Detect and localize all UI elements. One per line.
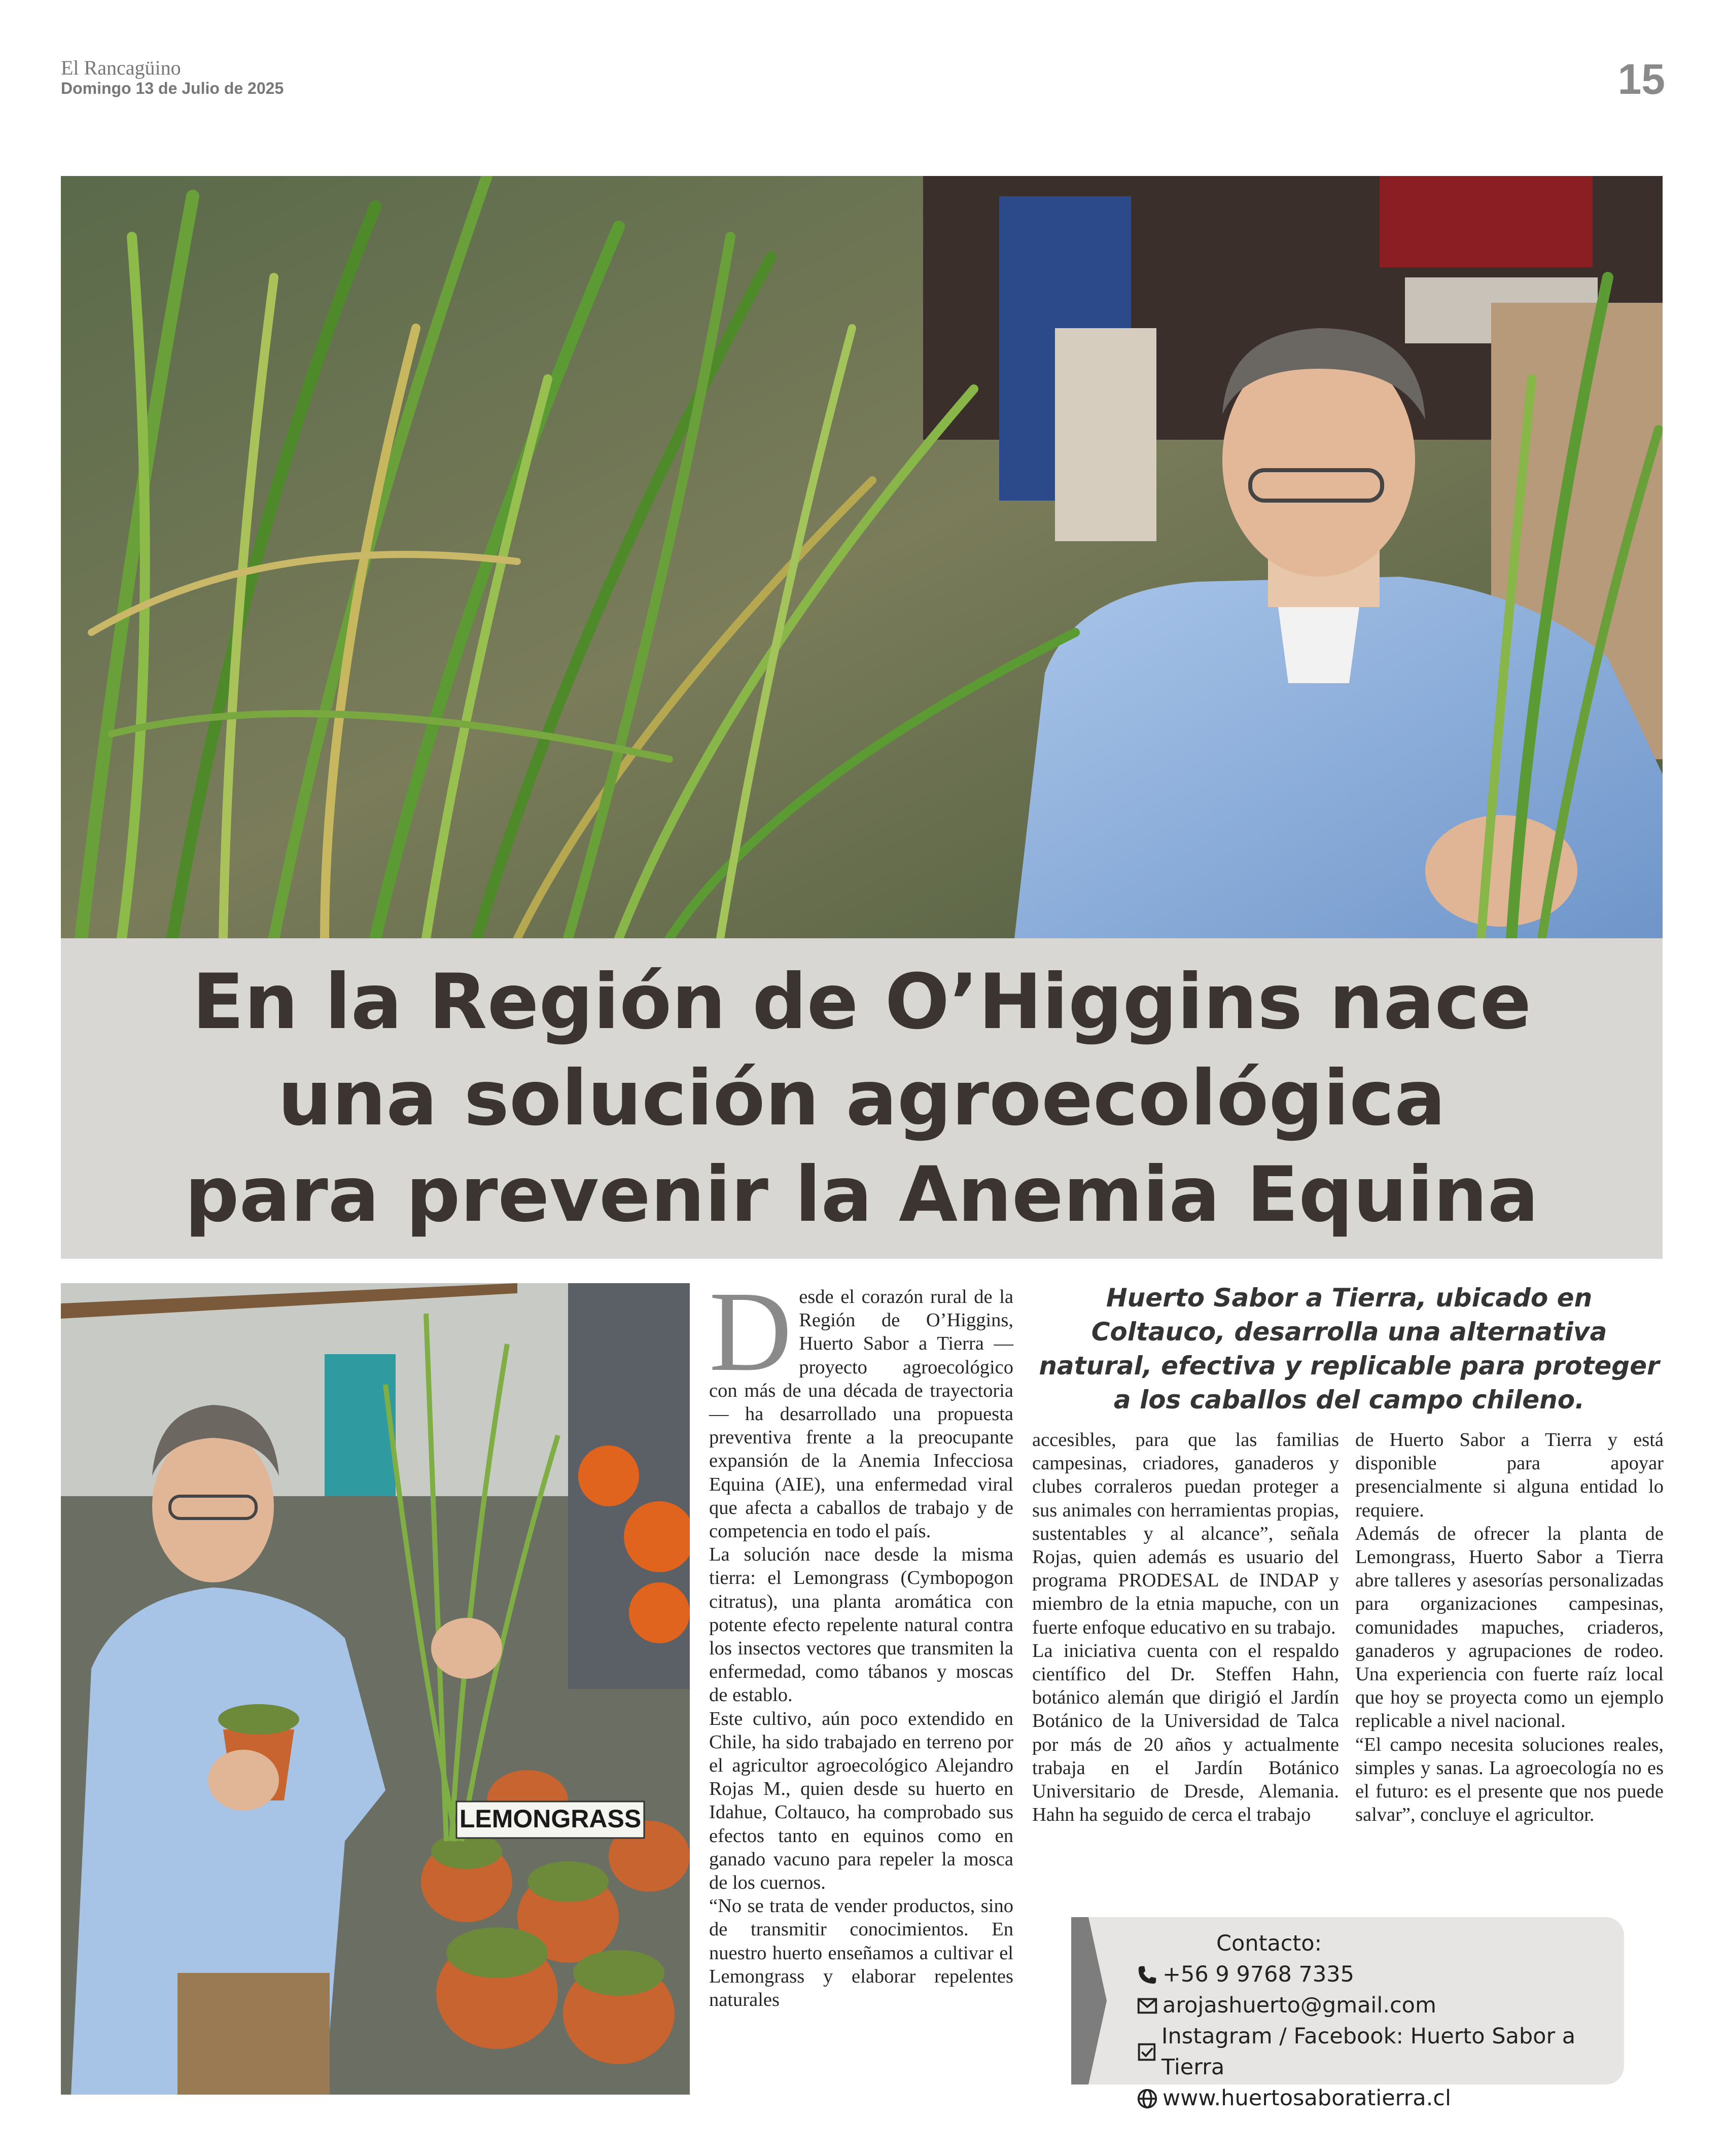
paragraph: “El campo necesita soluciones reales, simples y sanas. La agroecología no es el futuro: es el presente que nos puede salvar”, concluye el agricultor. xyxy=(1355,1734,1664,1826)
contact-email[interactable] xyxy=(1135,1990,1624,2021)
deck-subheadline: Huerto Sabor a Tierra, ubicado en Coltauco, desarrolla una alternativa natural, efectiva y replicable para proteger a los caballos del campo chileno. xyxy=(1039,1283,1660,1415)
headline: En la Región de O’Higgins nace una solución agroecológica para prevenir la Anemia Equina xyxy=(185,958,1539,1239)
email-address: arojashuerto@gmail.com xyxy=(1163,1993,1436,2018)
contact-website[interactable] xyxy=(1135,2083,1624,2114)
newspaper-name: El Rancagüino xyxy=(61,56,181,79)
arrow-icon xyxy=(1071,1917,1107,2084)
contact-box xyxy=(1071,1917,1624,2111)
paragraph: de Huerto Sabor a Tierra y está disponible para apoyar presencialmente si alguna entidad lo requiere. xyxy=(1355,1429,1664,1521)
paragraph: La solución nace desde la misma tierra: el Lemongrass (Cymbopogon citratus), una planta aromática con potente efecto repelente natural contra los insectos vectores que transmiten la enfermedad, como tábanos y moscas de establo. xyxy=(709,1544,1013,1706)
article-column-1 xyxy=(709,1268,1013,2011)
paragraph: “No se trata de vender productos, sino de transmitir conocimientos. En nuestro huerto enseñamos a cultivar el Lemongrass y elaborar repelentes naturales xyxy=(709,1895,1013,2011)
contact-list xyxy=(1135,1928,1624,2114)
contact-social[interactable] xyxy=(1135,2021,1624,2083)
paragraph: esde el corazón rural de la Región de O’Higgins, Huerto Sabor a Tierra —proyecto agroecológico con más de una década de trayectoria— ha desarrollado una propuesta preventiva frente a la preocupante expansión de la Anemia Infecciosa Equina (AIE), una enfermedad viral que afecta a caballos de trabajo y de competencia en todo el país. xyxy=(709,1286,1013,1542)
contact-phone[interactable] xyxy=(1135,1959,1624,1990)
hero-photo xyxy=(61,176,1663,938)
checkbox-icon xyxy=(1135,2040,1158,2064)
issue-date: Domingo 13 de Julio de 2025 xyxy=(61,79,284,97)
article-column-2 xyxy=(1032,1428,1339,1826)
mail-icon xyxy=(1135,1994,1159,2018)
website-url: www.huertosaboratierra.cl xyxy=(1163,2086,1451,2111)
page-number: 15 xyxy=(1617,55,1665,103)
drop-cap: D xyxy=(709,1268,792,1395)
phone-icon xyxy=(1135,1963,1159,1987)
masthead xyxy=(61,57,284,97)
article-column-3 xyxy=(1355,1428,1664,1826)
paragraph: accesibles, para que las familias campesinas, criadores, ganaderos y clubes corraleros puedan proteger a sus animales con herramientas propias, sustentables y al alcance”, señala Rojas, quien además es usuario del programa PRODESAL de INDAP y miembro de la etnia mapuche, con un fuerte enfoque educativo en su trabajo. xyxy=(1032,1429,1339,1638)
globe-icon xyxy=(1135,2087,1159,2110)
phone-number: +56 9 9768 7335 xyxy=(1163,1962,1354,1987)
headline-band xyxy=(61,938,1663,1259)
paragraph: Este cultivo, aún poco extendido en Chile, ha sido trabajado en terreno por el agricultor agroecológico Alejandro Rojas M., quien desde su huerto en Idahue, Coltauco, ha comprobado sus efectos tanto en equinos como en ganado vacuno para repeler la mosca de los cuernos. xyxy=(709,1708,1013,1894)
social-handle: Instagram / Facebook: Huerto Sabor a Tierra xyxy=(1161,2024,1576,2080)
paragraph: La iniciativa cuenta con el respaldo científico del Dr. Steffen Hahn, botánico alemán que dirigió el Jardín Botánico de la Universidad de Talca por más de 20 años y actualmente trabaja en el Jardín Botánico Universitario de Dresde, Alemania. Hahn ha seguido de cerca el trabajo xyxy=(1032,1640,1339,1826)
paragraph: Además de ofrecer la planta de Lemongrass, Huerto Sabor a Tierra abre talleres y asesorías personalizadas para organizaciones campesinas, comunidades mapuches, criaderos, ganaderos y agrupaciones de rodeo. Una experiencia con fuerte raíz local que hoy se proyecta como un ejemplo replicable a nivel nacional. xyxy=(1355,1523,1664,1732)
contact-title: Contacto: xyxy=(1216,1931,1322,1956)
secondary-photo xyxy=(61,1283,690,2095)
lemongrass-sign-label: LEMONGRASS xyxy=(459,1805,642,1833)
